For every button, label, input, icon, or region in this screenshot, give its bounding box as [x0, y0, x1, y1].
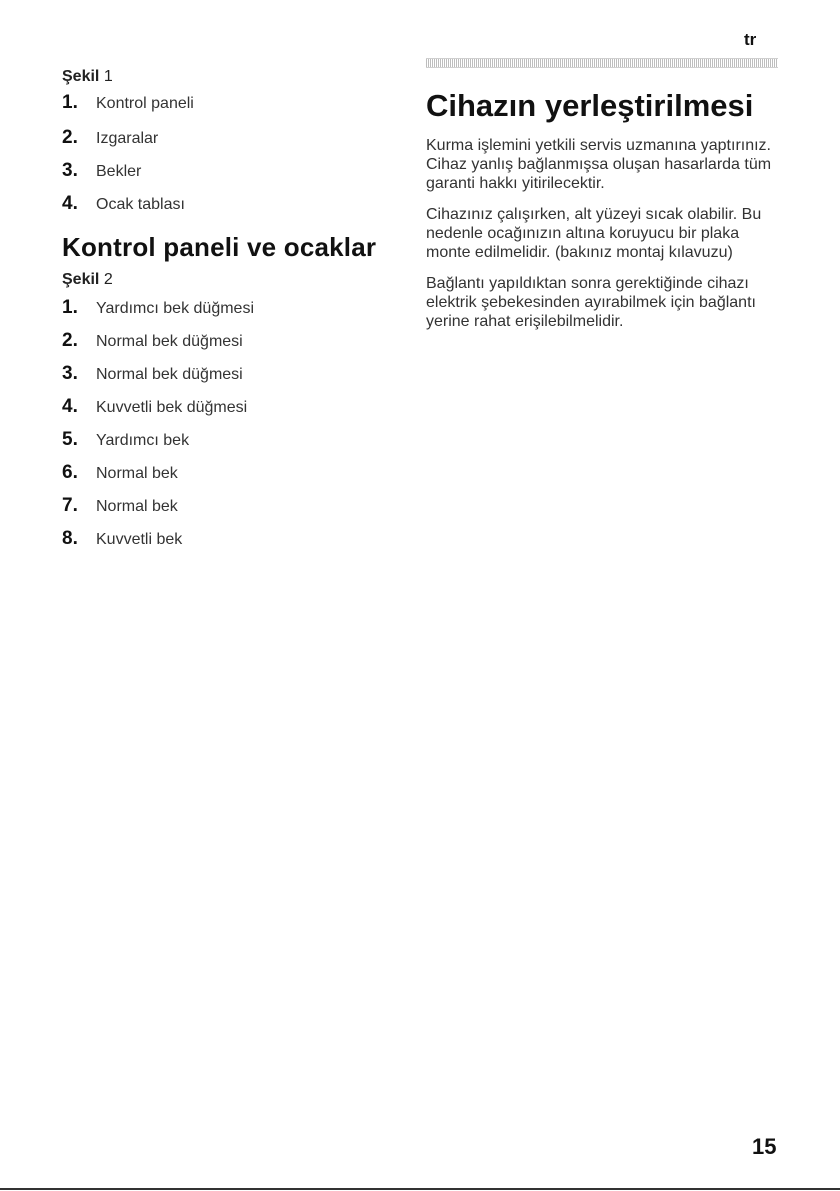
list-item [62, 291, 402, 324]
item-number: 4. [62, 396, 78, 417]
item-text: Ocak tablası [96, 196, 185, 213]
item-number: 5. [62, 429, 78, 450]
item-number: 3. [62, 160, 78, 181]
item-text: Normal bek [96, 498, 178, 515]
item-number: 1. [62, 92, 78, 113]
figure-label: Şekil [62, 68, 100, 85]
item-text: Yardımcı bek [96, 432, 190, 449]
language-code: tr [744, 30, 757, 49]
item-text: Kontrol paneli [96, 95, 194, 112]
figure-label: Şekil [62, 271, 100, 288]
figure-number: 1 [103, 68, 113, 85]
item-number: 4. [62, 193, 78, 214]
item-number: 8. [62, 528, 78, 549]
item-text: Kuvvetli bek düğmesi [96, 399, 248, 416]
item-text: Izgaralar [96, 130, 159, 147]
section-heading-controls: Kontrol paneli ve ocaklar [62, 232, 377, 262]
list-item [62, 357, 402, 390]
paragraph: Bağlantı yapıldıktan sonra gerektiğinde cihazı elektrik şebekesinden ayırabilmek için bağlantı yerine rahat erişilebilmelidir. [426, 275, 756, 330]
figure-2-caption [62, 269, 402, 291]
figure-2-list [62, 291, 402, 555]
item-number: 6. [62, 462, 78, 483]
list-item [62, 423, 402, 456]
figure-number: 2 [103, 271, 113, 288]
figure-1-caption [62, 66, 402, 88]
right-column [426, 58, 784, 343]
list-item [62, 88, 402, 121]
list-item [62, 154, 402, 187]
section-heading-installation: Cihazın yerleştirilmesi [426, 88, 754, 123]
item-text: Normal bek düğmesi [96, 333, 243, 350]
list-item [62, 456, 402, 489]
item-number: 1. [62, 297, 78, 318]
figure-1-list [62, 88, 402, 220]
bottom-rule [0, 1188, 840, 1190]
section-divider-bar [426, 58, 778, 68]
item-number: 7. [62, 495, 78, 516]
item-number: 3. [62, 363, 78, 384]
item-text: Normal bek [96, 465, 178, 482]
list-item [62, 390, 402, 423]
item-text: Kuvvetli bek [96, 531, 183, 548]
left-column [62, 66, 402, 555]
item-text: Bekler [96, 163, 142, 180]
list-item [62, 324, 402, 357]
page-number: 15 [752, 1134, 777, 1159]
item-number: 2. [62, 127, 78, 148]
paragraph: Kurma işlemini yetkili servis uzmanına yaptırınız. Cihaz yanlış bağlanmışsa oluşan hasarlarda tüm garanti hakkı yitirilecektir. [426, 137, 772, 192]
item-text: Normal bek düğmesi [96, 366, 243, 383]
item-number: 2. [62, 330, 78, 351]
list-item [62, 121, 402, 154]
item-text: Yardımcı bek düğmesi [96, 300, 254, 317]
list-item [62, 522, 402, 555]
paragraph: Cihazınız çalışırken, alt yüzeyi sıcak olabilir. Bu nedenle ocağınızın altına koruyucu bir plaka monte edilmelidir. (bakınız montaj kılavuzu) [426, 206, 762, 261]
list-item [62, 489, 402, 522]
list-item [62, 187, 402, 220]
